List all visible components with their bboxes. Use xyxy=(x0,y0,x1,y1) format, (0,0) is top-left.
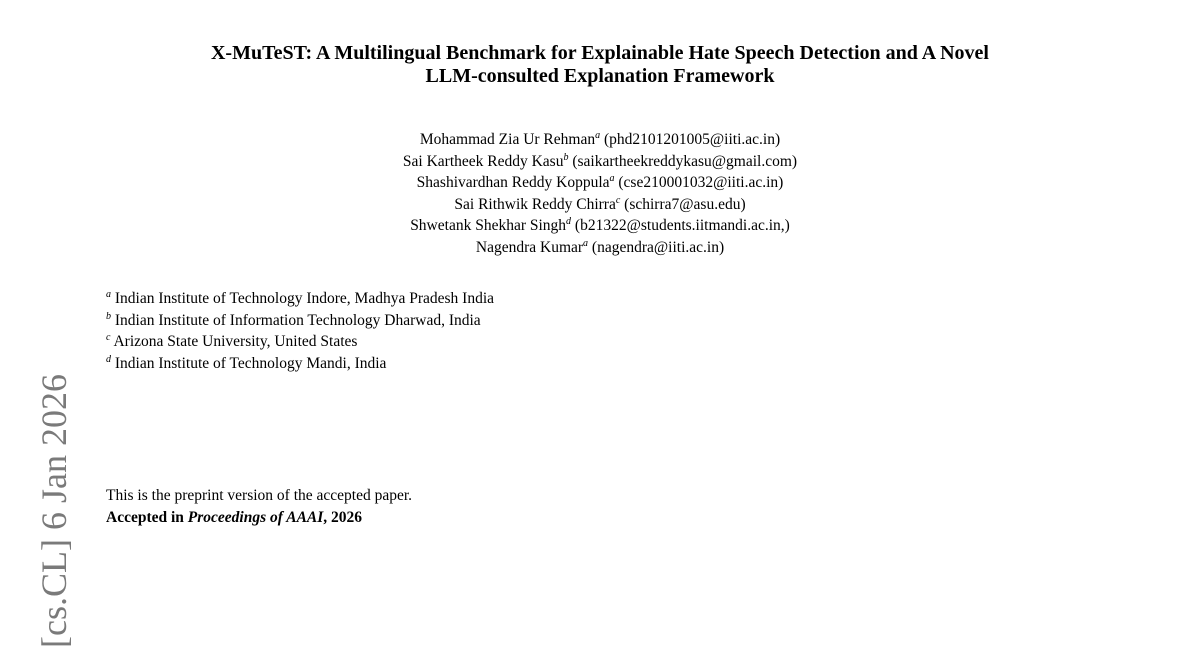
affiliation-line xyxy=(106,331,494,353)
paper-title xyxy=(0,42,1200,88)
affil-text: Indian Institute of Technology Indore, Madhya Pradesh India xyxy=(114,290,495,307)
author-affil-mark: c xyxy=(615,194,621,206)
author-name: Shwetank Shekhar Singh xyxy=(410,217,567,234)
author-line xyxy=(0,129,1200,151)
author-name: Sai Rithwik Reddy Chirra xyxy=(454,195,616,213)
author-email: (b21322@students.iitmandi.ac.in,) xyxy=(574,217,790,234)
affil-mark: d xyxy=(106,353,111,365)
affiliation-line xyxy=(106,288,494,310)
author-affil-mark: a xyxy=(595,129,601,141)
title-line-2: LLM-consulted Explanation Framework xyxy=(425,65,775,87)
author-line xyxy=(0,151,1200,173)
author-line xyxy=(0,237,1200,259)
affil-mark: a xyxy=(106,288,111,300)
affil-mark: b xyxy=(106,310,111,322)
author-line xyxy=(0,172,1200,194)
affil-mark: c xyxy=(106,331,111,343)
author-affil-mark: a xyxy=(583,237,589,249)
accepted-prefix: Accepted in xyxy=(106,508,188,526)
acceptance-line xyxy=(106,507,412,529)
author-name: Sai Kartheek Reddy Kasu xyxy=(402,152,564,170)
affiliation-line xyxy=(106,310,494,332)
author-email: (schirra7@asu.edu) xyxy=(624,195,746,213)
preprint-note xyxy=(106,485,412,528)
affil-text: Indian Institute of Technology Mandi, India xyxy=(114,354,387,372)
author-list xyxy=(0,129,1200,258)
venue-year: , 2026 xyxy=(323,508,363,526)
author-line xyxy=(0,215,1200,237)
affil-text: Indian Institute of Information Technology Dharwad, India xyxy=(114,311,481,329)
author-affil-mark: d xyxy=(566,215,572,227)
author-name: Shashivardhan Reddy Koppula xyxy=(416,174,610,191)
title-line-1: X-MuTeST: A Multilingual Benchmark for Explainable Hate Speech Detection and A Novel xyxy=(210,42,989,64)
author-email: (saikartheekreddykasu@gmail.com) xyxy=(572,152,798,170)
arxiv-stamp: [cs.CL] 6 Jan 2026 xyxy=(34,374,74,648)
venue-name: Proceedings of AAAI xyxy=(187,508,324,526)
affil-text: Arizona State University, United States xyxy=(113,333,358,350)
author-email: (nagendra@iiti.ac.in) xyxy=(591,238,725,256)
affiliation-list xyxy=(106,288,494,374)
author-email: (cse210001032@iiti.ac.in) xyxy=(618,174,784,191)
author-affil-mark: b xyxy=(563,151,569,163)
preprint-statement: This is the preprint version of the accepted paper. xyxy=(106,487,413,504)
affiliation-line xyxy=(106,353,494,375)
author-affil-mark: a xyxy=(609,172,615,184)
author-line xyxy=(0,194,1200,216)
author-email: (phd2101201005@iiti.ac.in) xyxy=(603,131,781,148)
author-name: Nagendra Kumar xyxy=(475,238,584,256)
author-name: Mohammad Zia Ur Rehman xyxy=(419,131,596,148)
